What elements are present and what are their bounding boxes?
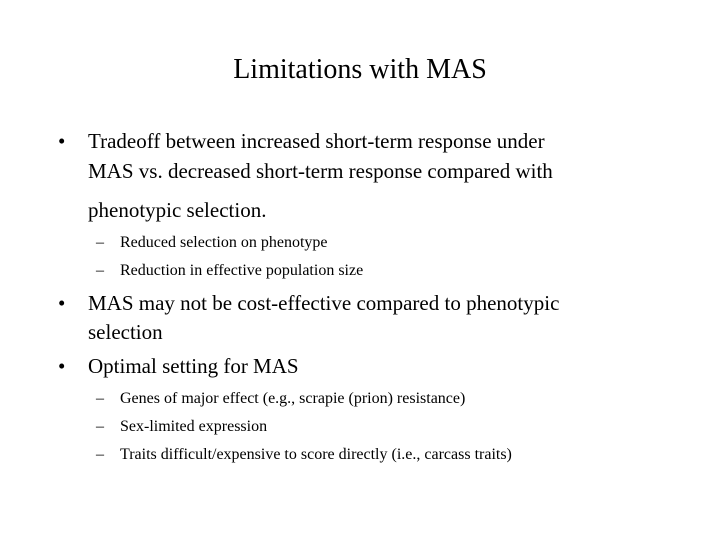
subbullet-text: Traits difficult/expensive to score directly (i.e., carcass traits) — [120, 446, 512, 463]
bullet-item-cost-effective — [58, 288, 678, 318]
dash-marker: – — [96, 262, 104, 279]
subbullet-text: Sex-limited expression — [120, 418, 268, 435]
subbullet-item — [96, 413, 696, 441]
bullet-text-line: phenotypic selection. — [88, 198, 267, 222]
dash-marker: – — [96, 418, 104, 435]
slide-title: Limitations with MAS — [233, 54, 487, 85]
subbullet-text: Reduction in effective population size — [120, 262, 364, 279]
bullet-text-line: MAS vs. decreased short-term response compared with — [88, 159, 553, 183]
bullet-text-line: selection — [88, 320, 163, 344]
bullet-item-optimal-setting — [58, 351, 678, 381]
subbullet-text: Genes of major effect (e.g., scrapie (prion) resistance) — [120, 390, 466, 407]
bullet-item-tradeoff-cont2 — [58, 195, 678, 225]
dash-marker: – — [96, 446, 104, 463]
bullet-text-line: MAS may not be cost-effective compared to phenotypic — [88, 291, 560, 315]
bullet-marker: • — [58, 354, 66, 378]
bullet-marker: • — [58, 291, 66, 315]
subbullet-item — [96, 385, 696, 413]
bullet-text-line: Optimal setting for MAS — [88, 354, 299, 378]
bullet-marker: • — [58, 129, 66, 153]
dash-marker: – — [96, 390, 104, 407]
subbullet-item — [96, 441, 696, 469]
bullet-item-cost-effective-cont — [58, 317, 678, 347]
bullet-text-line: Tradeoff between increased short-term response under — [88, 129, 545, 153]
bullet-item-tradeoff — [58, 126, 678, 156]
bullet-item-tradeoff-cont — [58, 156, 678, 186]
dash-marker: – — [96, 234, 104, 251]
subbullet-item — [96, 229, 696, 257]
subbullet-item — [96, 257, 696, 285]
subbullet-text: Reduced selection on phenotype — [120, 234, 328, 251]
